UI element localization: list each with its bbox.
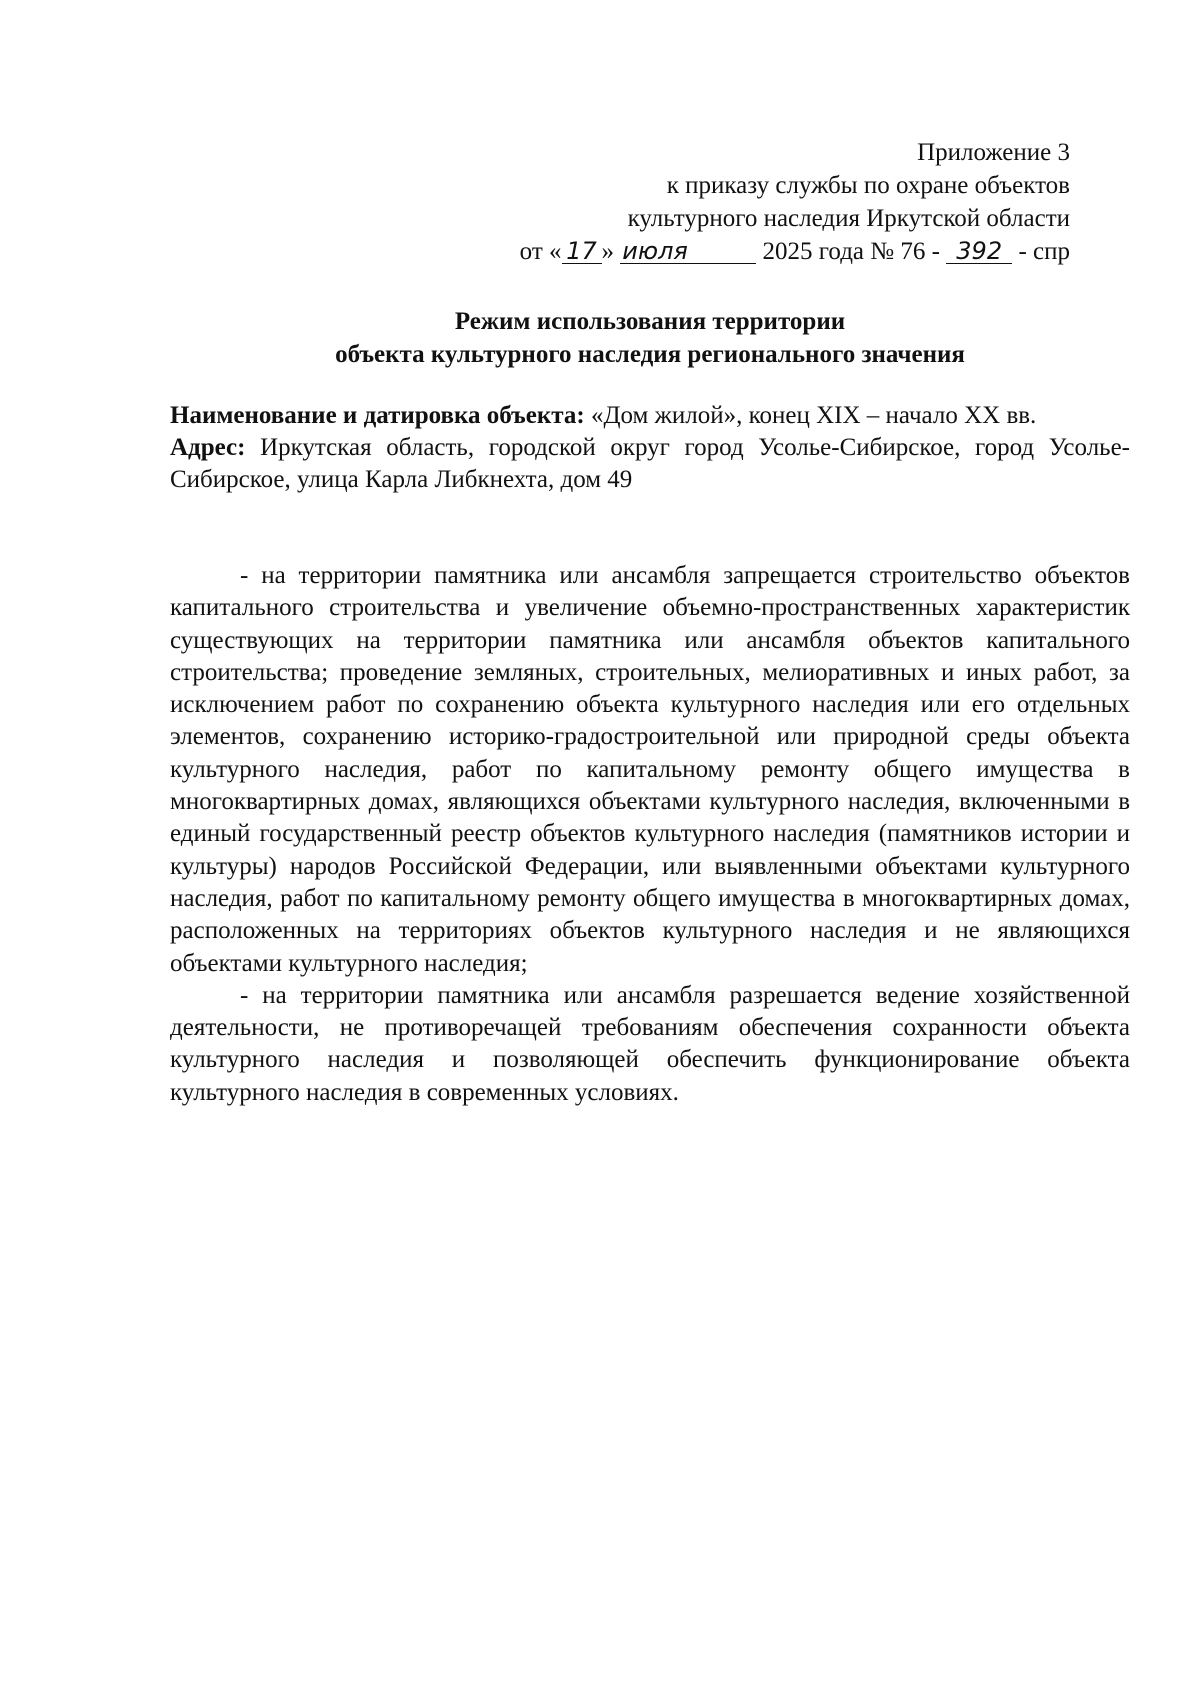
- object-name-label: Наименование и датировка объекта:: [170, 402, 585, 429]
- appendix-header: [520, 136, 1070, 268]
- title-line-1: Режим использования территории: [454, 308, 846, 335]
- order-suffix: - спр: [1018, 238, 1070, 265]
- handwritten-order-number: 392: [946, 239, 1012, 264]
- date-prefix: от «: [519, 238, 562, 265]
- appendix-agency: культурного наследия Иркутской области: [627, 205, 1070, 232]
- date-mid: »: [601, 238, 615, 265]
- paragraph-permissions: - на территории памятника или ансамбля разрешается ведение хозяйственной деятельности, не противоречащей требованиям обеспечения сохранности объекта культурного наследия и позволяющей обеспечить функционирование объекта культурного наследия в современных условиях.: [170, 981, 1130, 1106]
- object-address: [170, 432, 1130, 496]
- appendix-number: Приложение 3: [917, 139, 1070, 166]
- appendix-date-line: [520, 235, 1070, 268]
- object-name-value: «Дом жилой», конец XIX – начало XX вв.: [590, 402, 1037, 429]
- object-info: [170, 400, 1130, 496]
- handwritten-month: июля: [620, 239, 756, 264]
- handwritten-day: 17: [562, 239, 602, 264]
- object-address-label: Адрес:: [170, 434, 246, 461]
- date-year: 2025 года № 76 -: [762, 238, 940, 265]
- regime-text: [170, 560, 1130, 1109]
- object-address-value: Иркутская область, городской округ город Усолье-Сибирское, город Усолье-Сибирское, улица Карла Либкнехта, дом 49: [170, 434, 1131, 493]
- appendix-order-ref: к приказу службы по охране объектов: [666, 172, 1070, 199]
- title-line-2: объекта культурного наследия регионального значения: [335, 341, 965, 368]
- document-title: [170, 305, 1130, 371]
- paragraph-prohibitions: - на территории памятника или ансамбля запрещается строительство объектов капитального строительства и увеличение объемно-пространственных характеристик существующих на территории памятника или ансамбля объектов капитального строительства; проведение земляных, строительных, мелиоративных и иных работ, за исключением работ по сохранению объекта культурного наследия или его отдельных элементов, сохранению историко-градостроительной или природной среды объекта культурного наследия, работ по капитальному ремонту общего имущества в многоквартирных домах, являющихся объектами культурного наследия, включенными в единый государственный реестр объектов культурного наследия (памятников истории и культуры) народов Российской Федерации, или выявленными объектами культурного наследия, работ по капитальному ремонту общего имущества в многоквартирных домах, расположенных на территориях объектов культурного наследия и не являющихся объектами культурного наследия;: [170, 562, 1130, 977]
- object-name: [170, 400, 1130, 432]
